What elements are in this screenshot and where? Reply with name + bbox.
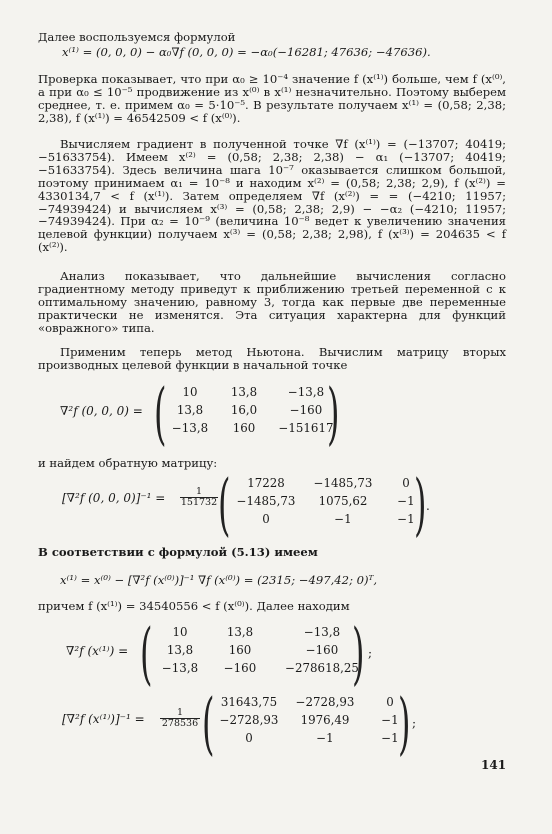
hessian1-matrix bbox=[158, 624, 366, 677]
matrix-cell: −2728,93 bbox=[295, 695, 355, 709]
matrix-cell: 0 bbox=[402, 476, 410, 490]
matrix-cell: −13,8 bbox=[287, 385, 325, 399]
right-paren: ) bbox=[352, 613, 365, 694]
inverse1-matrix bbox=[218, 694, 410, 747]
matrix-cell: 13,8 bbox=[166, 643, 194, 657]
matrix-cell: 1976,49 bbox=[300, 713, 350, 727]
paragraph-gradient: Вычисляем градиент в полученной точке ∇f (x⁽¹⁾) = (−13707; 40419; −51633754). Имеем x⁽²⁾ = (0,58; 2,38; 2,38) − α₁ (−13707; 40419; −51633754). Здесь величина шага 10⁻⁷ оказывается слишком большой, поэтому принимаем α₁ = 10⁻⁸ и находим x⁽²⁾ = (0,58; 2,38; 2,9), f (x⁽²⁾) = 4330134,7 < f (x⁽¹⁾). Затем определяем ∇f (x⁽²⁾) = = (−4210; 11957; −74939424) и вычисляем x⁽³⁾ = (0,58; 2,38; 2,9) − −α₂ (−4210; 11957; −74939424). При α₂ = 10⁻⁹ (величина 10⁻⁸ ведет к увеличению значения целевой функции) получаем x⁽³⁾ = (0,58; 2,38; 2,98), f (x⁽³⁾) = 204635 < f (x⁽²⁾). bbox=[38, 137, 506, 255]
right-paren: ) bbox=[414, 464, 427, 545]
matrix-cell: −151617 bbox=[278, 421, 334, 435]
matrix-cell: 31643,75 bbox=[220, 695, 278, 709]
matrix-cell: −1485,73 bbox=[313, 476, 373, 490]
matrix-cell: 16,0 bbox=[230, 403, 258, 417]
left-paren: ( bbox=[154, 373, 167, 454]
matrix-cell: 0 bbox=[386, 695, 394, 709]
matrix-cell: 0 bbox=[262, 512, 270, 526]
fraction-numerator: 1 bbox=[180, 487, 218, 498]
matrix-cell: −1 bbox=[397, 494, 415, 508]
matrix-cell: −160 bbox=[289, 403, 323, 417]
left-paren: ( bbox=[140, 613, 153, 694]
hessian1-label: ∇²f (x⁽¹⁾) = bbox=[66, 644, 129, 658]
matrix-cell: −1 bbox=[397, 512, 415, 526]
inverse-intro-line: и найдем обратную матрицу: bbox=[38, 456, 218, 470]
matrix-cell: −1 bbox=[381, 713, 399, 727]
paragraph-newton: Применим теперь метод Ньютона. Вычислим матрицу вторых производных целевой функции в начальной точке bbox=[38, 345, 506, 372]
fraction-denominator: 151732 bbox=[180, 497, 218, 508]
formula-gradient-step: x⁽¹⁾ = (0, 0, 0) − α₀∇f (0, 0, 0) = −α₀(−16281; 47636; −47636). bbox=[62, 45, 431, 59]
matrix-cell: −1 bbox=[316, 731, 334, 745]
matrix-cell: −2728,93 bbox=[219, 713, 279, 727]
matrix-cell: −13,8 bbox=[171, 421, 209, 435]
matrix-cell: −1485,73 bbox=[236, 494, 296, 508]
matrix-cell: −278618,25 bbox=[285, 661, 359, 675]
inverse0-fraction bbox=[180, 487, 218, 508]
formula-newton-step: x⁽¹⁾ = x⁽⁰⁾ − [∇²f (x⁽⁰⁾)]⁻¹ ∇f (x⁽⁰⁾) = (2315; −497,42; 0)ᵀ, bbox=[60, 573, 378, 587]
left-paren: ( bbox=[202, 683, 215, 764]
inverse0-matrix bbox=[234, 475, 424, 528]
paragraph-check: Проверка показывает, что при α₀ ≥ 10⁻⁴ значение f (x⁽¹⁾) больше, чем f (x⁽⁰⁾, а при α₀ ≤ 10⁻⁵ продвижение из x⁽⁰⁾ в x⁽¹⁾ незначительно. Поэтому выберем среднее, т. е. примем α₀ = 5·10⁻⁵. В результате получаем x⁽¹⁾ = (0,58; 2,38; 2,38), f (x⁽¹⁾) = 46542509 < f (x⁽⁰⁾). bbox=[38, 72, 506, 125]
matrix-cell: 160 bbox=[228, 643, 252, 657]
hessian0-label: ∇²f (0, 0, 0) = bbox=[60, 404, 143, 418]
hessian1-end-mark: ; bbox=[368, 646, 373, 660]
fraction-denominator: 278536 bbox=[161, 718, 199, 729]
accordance-line: В соответствии с формулой (5.13) имеем bbox=[38, 545, 318, 559]
inverse0-end-mark: . bbox=[426, 499, 430, 513]
matrix-cell: −13,8 bbox=[303, 625, 341, 639]
matrix-cell: −160 bbox=[305, 643, 339, 657]
whereby-line: причем f (x⁽¹⁾) = 34540556 < f (x⁽⁰⁾). Далее находим bbox=[38, 599, 350, 613]
fraction-numerator: 1 bbox=[160, 708, 200, 719]
intro-line: Далее воспользуемся формулой bbox=[38, 30, 236, 44]
matrix-cell: 10 bbox=[182, 385, 198, 399]
matrix-cell: 10 bbox=[172, 625, 188, 639]
matrix-cell: 160 bbox=[232, 421, 256, 435]
left-paren: ( bbox=[218, 464, 231, 545]
right-paren: ) bbox=[327, 373, 340, 454]
matrix-cell: 13,8 bbox=[176, 403, 204, 417]
matrix-cell: −160 bbox=[223, 661, 257, 675]
inverse0-label: [∇²f (0, 0, 0)]⁻¹ = bbox=[62, 491, 166, 505]
right-paren: ) bbox=[398, 683, 411, 764]
matrix-cell: 0 bbox=[245, 731, 253, 745]
matrix-cell: −1 bbox=[381, 731, 399, 745]
matrix-cell: 1075,62 bbox=[318, 494, 368, 508]
inverse1-label: [∇²f (x⁽¹⁾)]⁻¹ = bbox=[62, 712, 145, 726]
matrix-cell: −1 bbox=[334, 512, 352, 526]
matrix-cell: 13,8 bbox=[226, 625, 254, 639]
hessian0-matrix bbox=[170, 384, 334, 437]
matrix-cell: −13,8 bbox=[161, 661, 199, 675]
paragraph-analysis: Анализ показывает, что дальнейшие вычисления согласно градиентному методу приведут к приближению третьей переменной c к оптимальному значению, равному 3, тогда как первые две переменные практически не изменятся. Эта ситуация характерна для функций «овражного» типа. bbox=[38, 269, 506, 335]
matrix-cell: 13,8 bbox=[230, 385, 258, 399]
inverse1-end-mark: ; bbox=[412, 716, 417, 730]
page-number: 141 bbox=[481, 758, 507, 772]
inverse1-fraction bbox=[160, 708, 200, 729]
matrix-cell: 17228 bbox=[247, 476, 285, 490]
